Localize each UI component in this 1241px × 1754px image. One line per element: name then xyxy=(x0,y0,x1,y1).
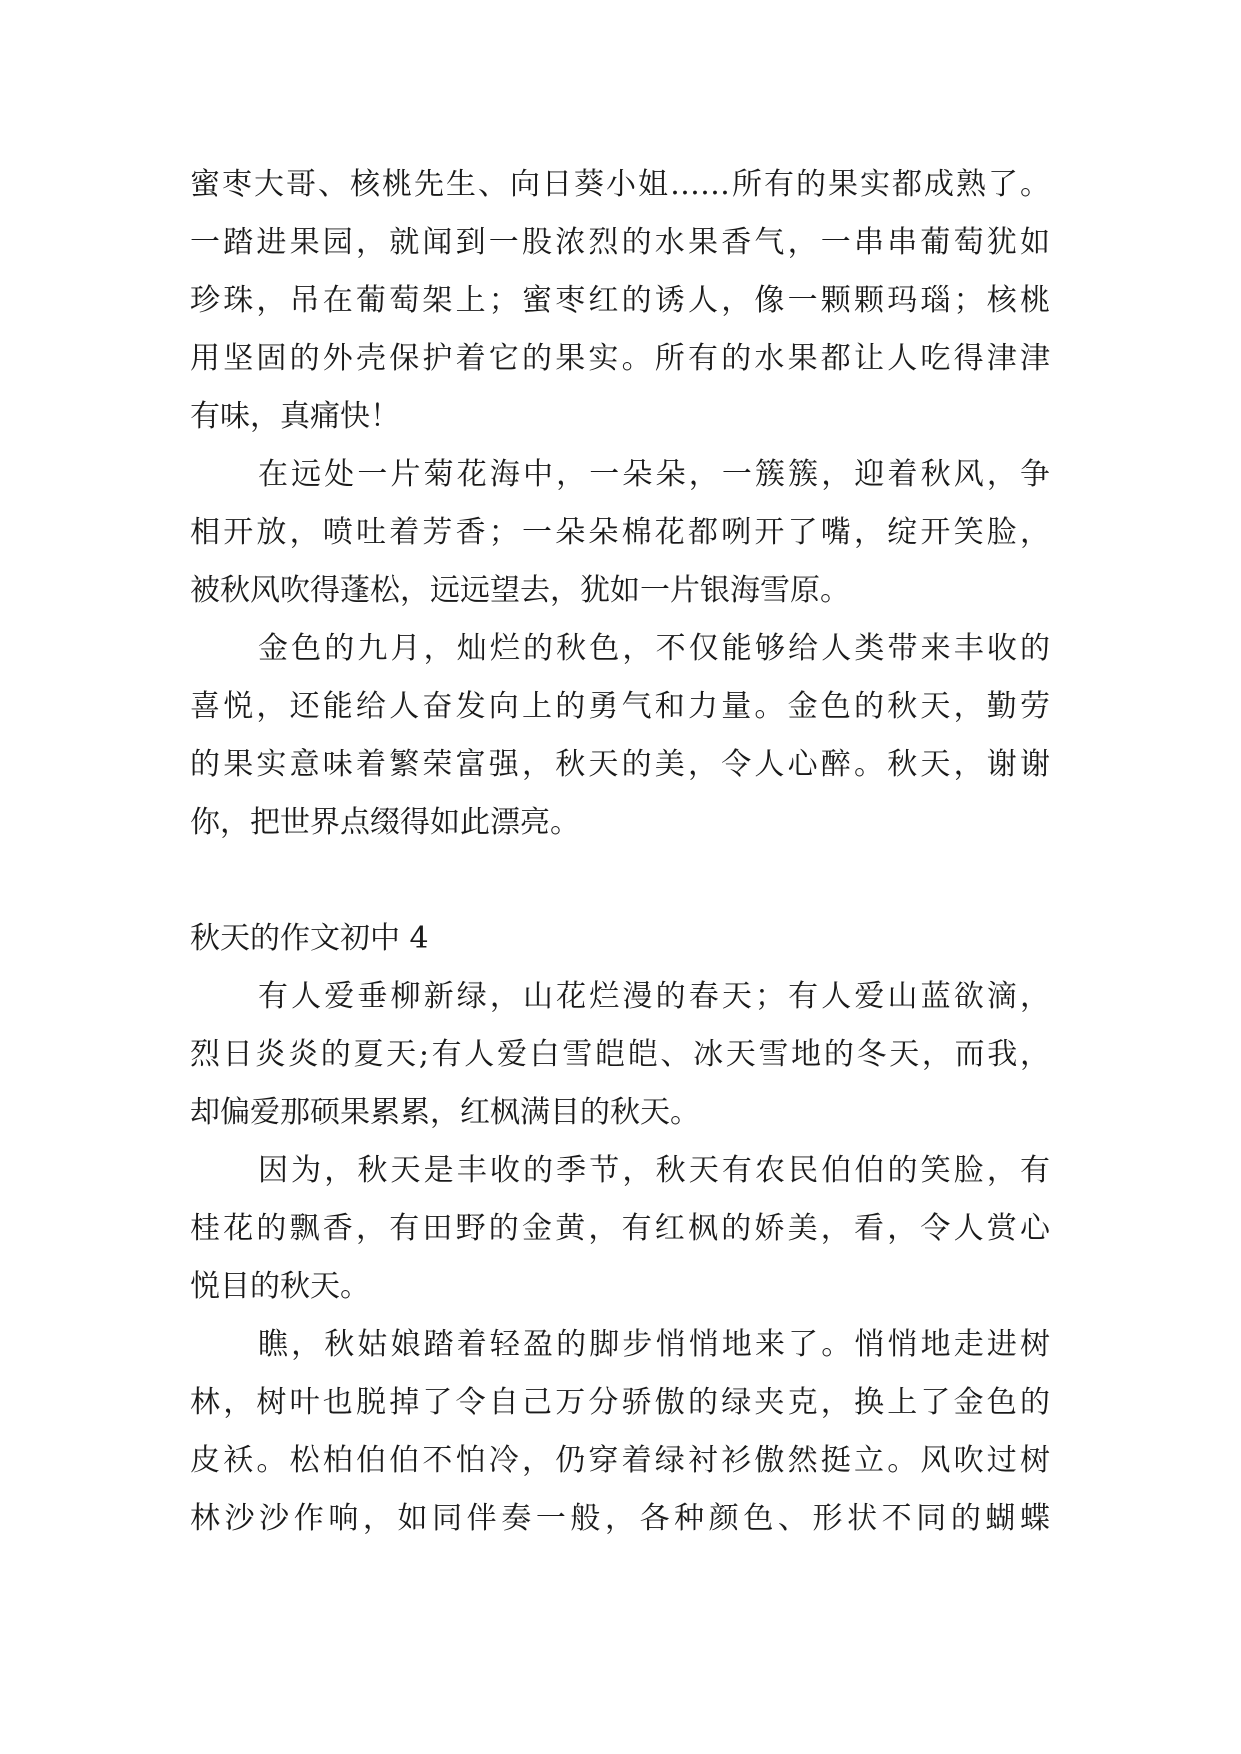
text-line: 却偏爱那硕果累累，红枫满目的秋天。 xyxy=(190,1095,700,1130)
text-line: 瞧，秋姑娘踏着轻盈的脚步悄悄地来了。悄悄地走进树 xyxy=(258,1327,1050,1362)
section-gap xyxy=(190,852,1050,910)
text-line: 用坚固的外壳保护着它的果实。所有的水果都让人吃得津津 xyxy=(190,341,1050,376)
text-line: 喜悦，还能给人奋发向上的勇气和力量。金色的秋天，勤劳 xyxy=(190,689,1050,724)
text-line: 林沙沙作响，如同伴奏一般，各种颜色、形状不同的蝴蝶 xyxy=(190,1501,1050,1536)
paragraph-2 xyxy=(190,446,1050,620)
text-line: 有味，真痛快！ xyxy=(190,399,400,434)
paragraph-5 xyxy=(190,1142,1050,1316)
text-line: 的果实意味着繁荣富强，秋天的美，令人心醉。秋天，谢谢 xyxy=(190,747,1050,782)
text-line: 珍珠，吊在葡萄架上；蜜枣红的诱人，像一颗颗玛瑙；核桃 xyxy=(190,283,1050,318)
text-line: 皮袄。松柏伯伯不怕冷，仍穿着绿衬衫傲然挺立。风吹过树 xyxy=(190,1443,1050,1478)
text-line: 在远处一片菊花海中，一朵朵，一簇簇，迎着秋风，争 xyxy=(258,457,1050,492)
text-line: 因为，秋天是丰收的季节，秋天有农民伯伯的笑脸，有 xyxy=(258,1153,1050,1188)
text-line: 相开放，喷吐着芳香；一朵朵棉花都咧开了嘴，绽开笑脸， xyxy=(190,515,1050,550)
text-line: 被秋风吹得蓬松，远远望去，犹如一片银海雪原。 xyxy=(190,573,850,608)
paragraph-6 xyxy=(190,1316,1050,1548)
paragraph-1 xyxy=(190,156,1050,446)
paragraph-4 xyxy=(190,968,1050,1142)
text-line: 金色的九月，灿烂的秋色，不仅能够给人类带来丰收的 xyxy=(258,631,1050,666)
text-line: 悦目的秋天。 xyxy=(190,1269,370,1304)
text-line: 烈日炎炎的夏天;有人爱白雪皑皑、冰天雪地的冬天，而我， xyxy=(190,1037,1050,1072)
paragraph-3 xyxy=(190,620,1050,852)
text-line: 蜜枣大哥、核桃先生、向日葵小姐……所有的果实都成熟了。 xyxy=(190,167,1050,202)
text-line: 有人爱垂柳新绿，山花烂漫的春天；有人爱山蓝欲滴， xyxy=(258,979,1050,1014)
text-line: 林，树叶也脱掉了令自己万分骄傲的绿夹克，换上了金色的 xyxy=(190,1385,1050,1420)
text-line: 桂花的飘香，有田野的金黄，有红枫的娇美，看，令人赏心 xyxy=(190,1211,1050,1246)
section-heading: 秋天的作文初中 4 xyxy=(190,921,429,956)
document-page xyxy=(190,156,1050,1548)
text-line: 你，把世界点缀得如此漂亮。 xyxy=(190,805,580,840)
text-line: 一踏进果园，就闻到一股浓烈的水果香气，一串串葡萄犹如 xyxy=(190,225,1050,260)
